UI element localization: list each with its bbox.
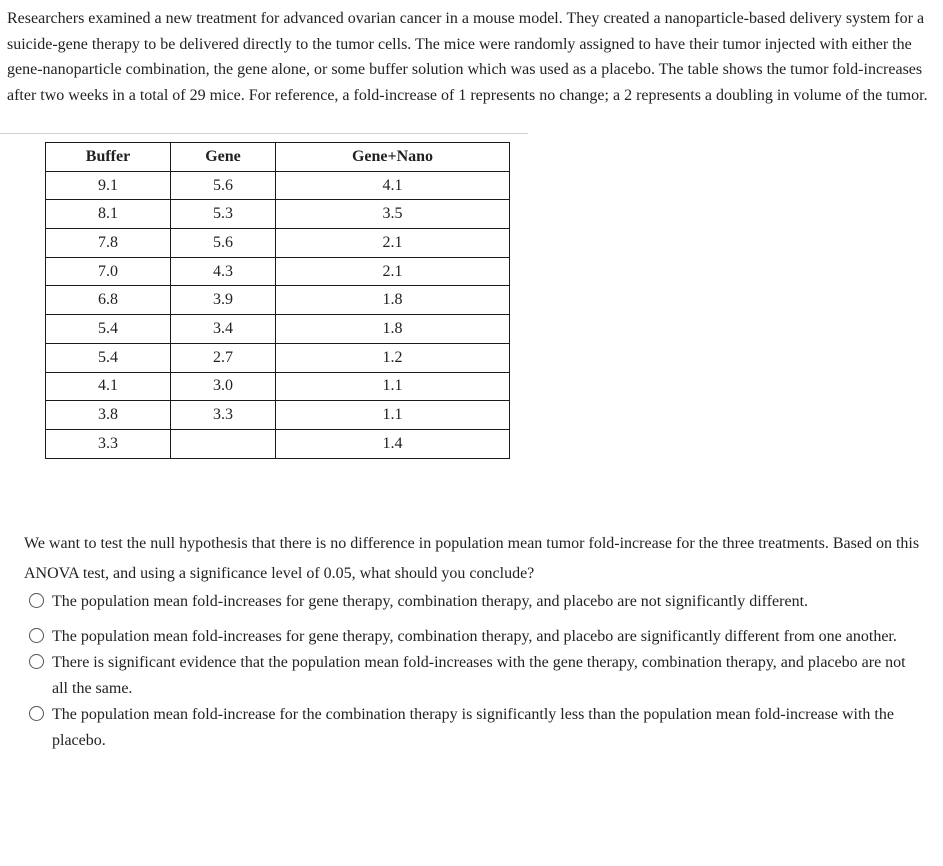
table-row: [46, 343, 510, 372]
answer-options: [29, 589, 914, 753]
cell-gene: 3.3: [171, 401, 276, 430]
cell-buffer: 3.3: [46, 429, 171, 458]
column-header-gene-nano: Gene+Nano: [276, 143, 510, 172]
table-header-row: [46, 143, 510, 172]
cell-gene-nano: 2.1: [276, 229, 510, 258]
cell-gene-nano: 4.1: [276, 171, 510, 200]
radio-button[interactable]: [29, 628, 44, 643]
cell-gene-nano: 1.8: [276, 286, 510, 315]
cell-gene: 3.0: [171, 372, 276, 401]
table-row: [46, 229, 510, 258]
cell-gene: 2.7: [171, 343, 276, 372]
divider: [0, 133, 528, 134]
column-header-gene: Gene: [171, 143, 276, 172]
table-row: [46, 257, 510, 286]
answer-option-label: There is significant evidence that the population mean fold-increases with the gene therapy, combination therapy, and placebo are not all the same.: [52, 654, 906, 697]
cell-gene-nano: 1.1: [276, 401, 510, 430]
cell-gene: 5.6: [171, 171, 276, 200]
answer-option-2[interactable]: [29, 624, 914, 650]
data-table: [45, 142, 510, 459]
radio-button[interactable]: [29, 654, 44, 669]
cell-gene: 5.6: [171, 229, 276, 258]
radio-button[interactable]: [29, 706, 44, 721]
cell-gene-nano: 1.4: [276, 429, 510, 458]
cell-gene-nano: 3.5: [276, 200, 510, 229]
answer-option-label: The population mean fold-increases for gene therapy, combination therapy, and placebo are significantly different from one another.: [52, 627, 897, 645]
table-row: [46, 171, 510, 200]
cell-buffer: 7.0: [46, 257, 171, 286]
cell-gene-nano: 1.8: [276, 315, 510, 344]
cell-buffer: 7.8: [46, 229, 171, 258]
table-row: [46, 372, 510, 401]
cell-buffer: 5.4: [46, 315, 171, 344]
table-row: [46, 429, 510, 458]
answer-option-label: The population mean fold-increases for gene therapy, combination therapy, and placebo are not significantly different.: [52, 593, 809, 610]
answer-option-4[interactable]: [29, 702, 914, 753]
cell-gene: [171, 429, 276, 458]
cell-gene-nano: 2.1: [276, 257, 510, 286]
cell-buffer: 6.8: [46, 286, 171, 315]
column-header-buffer: Buffer: [46, 143, 171, 172]
cell-buffer: 8.1: [46, 200, 171, 229]
cell-gene: 3.4: [171, 315, 276, 344]
cell-gene: 3.9: [171, 286, 276, 315]
cell-buffer: 9.1: [46, 171, 171, 200]
table-row: [46, 286, 510, 315]
cell-buffer: 3.8: [46, 401, 171, 430]
cell-gene: 4.3: [171, 257, 276, 286]
question-text: We want to test the null hypothesis that there is no difference in population mean tumor fold-increase for the three treatments. Based on this ANOVA test, and using a significance level of 0.05, what should you conclude?: [24, 535, 920, 582]
table-row: [46, 200, 510, 229]
answer-option-label: The population mean fold-increase for the combination therapy is significantly less than the population mean fold-increase with the placebo.: [52, 706, 894, 749]
radio-button[interactable]: [29, 593, 44, 608]
cell-gene: 5.3: [171, 200, 276, 229]
answer-option-1[interactable]: [29, 589, 914, 615]
cell-gene-nano: 1.1: [276, 372, 510, 401]
problem-intro: Researchers examined a new treatment for advanced ovarian cancer in a mouse model. They created a nanoparticle-based delivery system for a suicide-gene therapy to be delivered directly to the tumor cells. The mice were randomly assigned to have their tumor injected with either the gene-nanoparticle combination, the gene alone, or some buffer solution which was used as a placebo. The table shows the tumor fold-increases after two weeks in a total of 29 mice. For reference, a fold-increase of 1 represents no change; a 2 represents a doubling in volume of the tumor.: [7, 10, 928, 104]
cell-buffer: 5.4: [46, 343, 171, 372]
cell-buffer: 4.1: [46, 372, 171, 401]
table-row: [46, 315, 510, 344]
answer-option-3[interactable]: [29, 650, 914, 701]
table-row: [46, 401, 510, 430]
cell-gene-nano: 1.2: [276, 343, 510, 372]
